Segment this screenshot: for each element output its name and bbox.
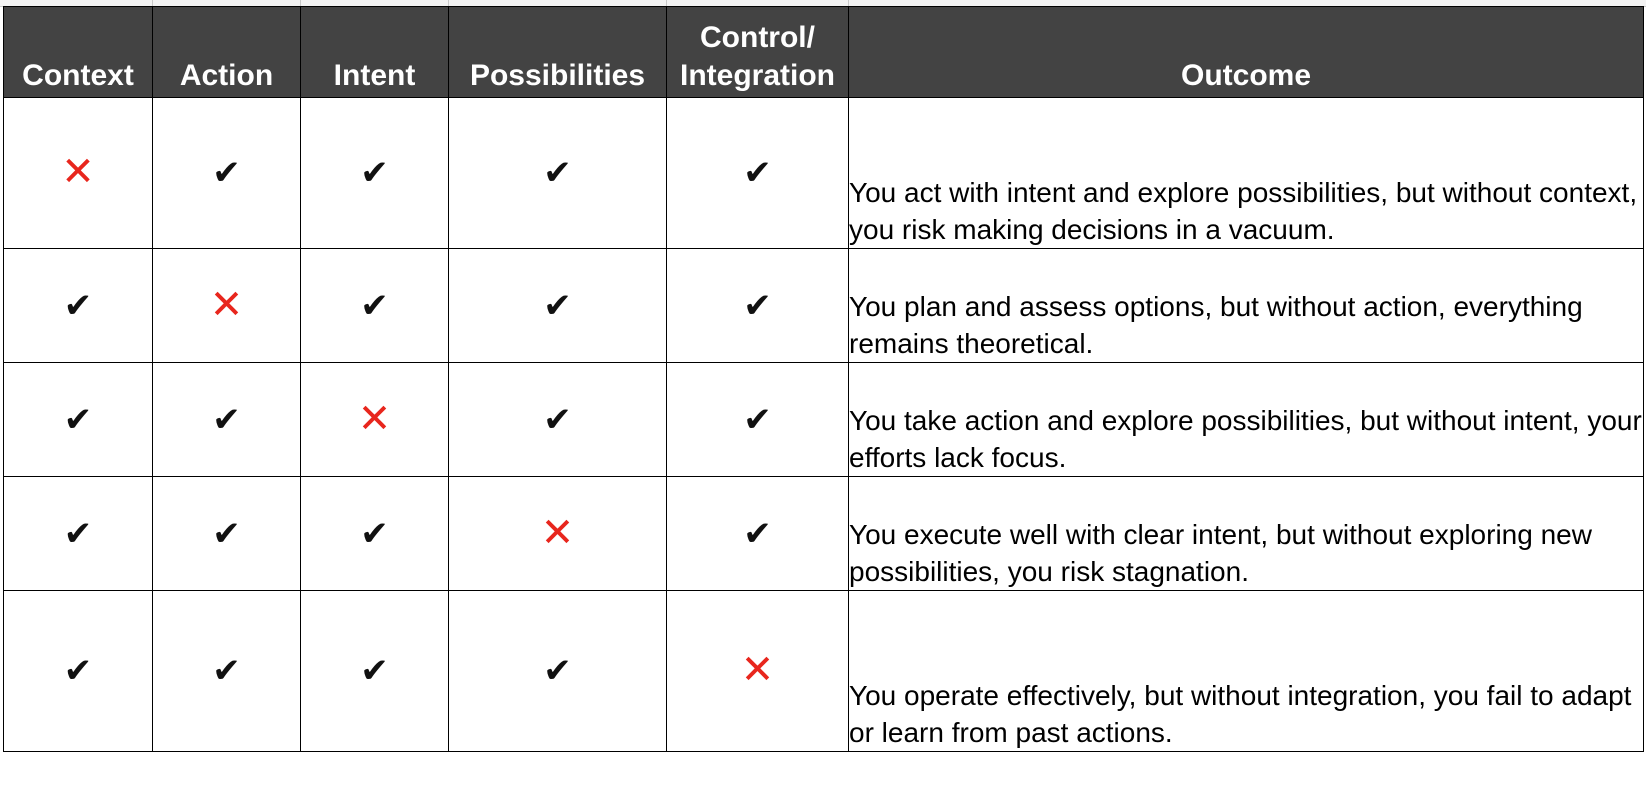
- header-outcome[interactable]: Outcome: [849, 7, 1644, 98]
- cell-possibilities[interactable]: [449, 249, 667, 363]
- header-row: [4, 7, 1644, 98]
- matrix-body: [4, 98, 1644, 752]
- cell-intent[interactable]: [301, 98, 449, 249]
- cell-possibilities[interactable]: [449, 591, 667, 752]
- checkmark-icon: ✔: [63, 513, 93, 554]
- checkmark-icon: ✔: [63, 285, 93, 326]
- header-control-integration[interactable]: [667, 7, 849, 98]
- table-row: [4, 477, 1644, 591]
- outcome-matrix-table: [3, 6, 1644, 752]
- checkmark-icon: ✔: [543, 399, 572, 440]
- checkmark-icon: ✔: [743, 399, 772, 440]
- cross-icon: ✕: [209, 281, 244, 328]
- cell-context[interactable]: [4, 98, 153, 249]
- checkmark-icon: ✔: [360, 651, 389, 691]
- cell-possibilities[interactable]: [449, 363, 667, 477]
- cell-context[interactable]: [4, 363, 153, 477]
- cell-intent[interactable]: [301, 363, 449, 477]
- cell-control-integration[interactable]: [667, 98, 849, 249]
- table-row: [4, 363, 1644, 477]
- header-intent[interactable]: Intent: [301, 7, 449, 98]
- table-row: [4, 591, 1644, 752]
- checkmark-icon: ✔: [212, 399, 241, 440]
- table-row: [4, 98, 1644, 249]
- checkmark-icon: ✔: [63, 399, 93, 440]
- checkmark-icon: ✔: [63, 651, 93, 691]
- cell-action[interactable]: [153, 591, 301, 752]
- cell-intent[interactable]: [301, 477, 449, 591]
- checkmark-icon: ✔: [212, 651, 241, 691]
- cell-control-integration[interactable]: [667, 477, 849, 591]
- checkmark-icon: ✔: [743, 153, 772, 193]
- checkmark-icon: ✔: [743, 513, 772, 554]
- checkmark-icon: ✔: [360, 513, 389, 554]
- cell-control-integration[interactable]: [667, 591, 849, 752]
- cell-possibilities[interactable]: [449, 98, 667, 249]
- checkmark-icon: ✔: [212, 513, 241, 554]
- cell-context[interactable]: [4, 591, 153, 752]
- checkmark-icon: ✔: [360, 153, 389, 193]
- cell-intent[interactable]: [301, 591, 449, 752]
- cross-icon: ✕: [357, 395, 392, 442]
- checkmark-icon: ✔: [543, 651, 572, 691]
- checkmark-icon: ✔: [212, 153, 241, 193]
- cell-context[interactable]: [4, 477, 153, 591]
- cell-outcome[interactable]: You execute well with clear intent, but without exploring new possibilities, you risk stagnation.: [849, 477, 1644, 591]
- cell-possibilities[interactable]: [449, 477, 667, 591]
- cell-action[interactable]: [153, 477, 301, 591]
- header-context[interactable]: Context: [4, 7, 153, 98]
- cell-control-integration[interactable]: [667, 249, 849, 363]
- checkmark-icon: ✔: [360, 285, 389, 326]
- header-action[interactable]: Action: [153, 7, 301, 98]
- header-control-line1: Control/: [700, 21, 815, 54]
- checkmark-icon: ✔: [743, 285, 772, 326]
- cell-action[interactable]: [153, 249, 301, 363]
- cell-outcome[interactable]: You plan and assess options, but without action, everything remains theoretical.: [849, 249, 1644, 363]
- header-possibilities[interactable]: Possibilities: [449, 7, 667, 98]
- checkmark-icon: ✔: [543, 285, 572, 326]
- table-row: [4, 249, 1644, 363]
- cell-context[interactable]: [4, 249, 153, 363]
- cross-icon: ✕: [740, 647, 775, 693]
- cross-icon: ✕: [61, 149, 95, 195]
- cell-outcome[interactable]: You take action and explore possibilities, but without intent, your efforts lack focus.: [849, 363, 1644, 477]
- cell-control-integration[interactable]: [667, 363, 849, 477]
- cell-outcome[interactable]: You operate effectively, but without integration, you fail to adapt or learn from past actions.: [849, 591, 1644, 752]
- cell-action[interactable]: [153, 363, 301, 477]
- cross-icon: ✕: [540, 509, 575, 556]
- cell-intent[interactable]: [301, 249, 449, 363]
- cell-outcome[interactable]: You act with intent and explore possibilities, but without context, you risk making decisions in a vacuum.: [849, 98, 1644, 249]
- checkmark-icon: ✔: [543, 153, 572, 193]
- cell-action[interactable]: [153, 98, 301, 249]
- header-control-line2: Integration: [680, 59, 835, 92]
